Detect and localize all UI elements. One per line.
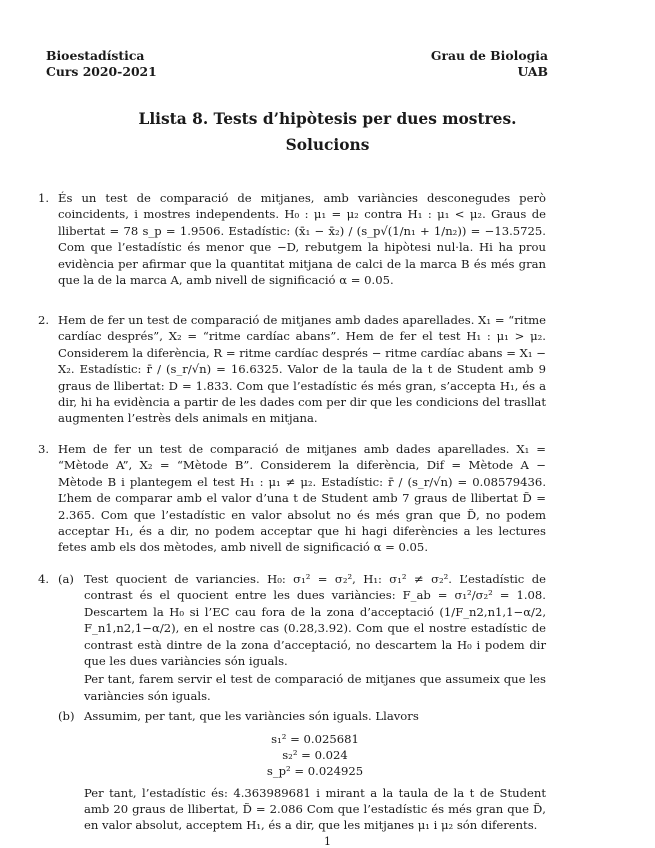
exercise-text: Hem de fer un test de comparació de mitjanes amb dades aparellades. X₁ = “ritme cardíac després”, X₂ = “ritme cardíac abans”. Hem de fer el test H₁ : μ₁ > μ₂. Considerem la diferència, R = ritme cardíac després − ritme cardíac abans = X₁ − X₂. Estadístic: r̄ / (s_r/√n) = 16.6325. Valor de la taula de la t de Student amb 9 graus de llibertat: D = 1.833. Com que l’estadístic és més gran, s’accepta H₁, és a dir, hi ha evidència a partir de les dades com per dir que les condicions del trasllat augmenten l’estrès dels animals en mitjana. bbox=[58, 313, 546, 426]
course-name: Bioestadística bbox=[46, 48, 145, 63]
exercise-number: 3. bbox=[38, 442, 50, 456]
university: UAB bbox=[517, 64, 548, 79]
exercise-number: 2. bbox=[38, 313, 50, 327]
header-left bbox=[46, 48, 157, 80]
part-a-label: (a) bbox=[58, 572, 74, 586]
part-b bbox=[58, 708, 546, 834]
part-b-label: (b) bbox=[58, 709, 75, 724]
subtitle-line: Solucions bbox=[285, 136, 370, 154]
exercise-4 bbox=[38, 571, 546, 834]
part-a-conclusion: Per tant, farem servir el test de comparació de mitjanes que assumeix que les variàncies són iguals. bbox=[84, 672, 546, 703]
document-title bbox=[0, 106, 655, 158]
exercise-number: 1. bbox=[38, 191, 50, 205]
variance-equations bbox=[84, 731, 546, 779]
part-a-text: Test quocient de variancies. H₀: σ₁² = σ₂², H₁: σ₁² ≠ σ₂². L’estadístic de contrast és el quocient entre les dues variàncies: F_ab = σ₁²/σ₂² = 1.08. Descartem la H₀ si l’EC cau fora de la zona d’acceptació (1/F_n2,n1,1−α/2, F_n1,n2,1−α/2), en el nostre cas (0.28,3.92). Com que el nostre estadístic de contrast està dintre de la zona d’acceptació, no descartem la H₀ i podem dir que les dues variàncies són iguals. bbox=[84, 572, 546, 669]
exercise-text: És un test de comparació de mitjanes, amb variàncies desconegudes però coincidents, i mostres independents. H₀ : μ₁ = μ₂ contra H₁ : μ₁ < μ₂. Graus de llibertat = 78 s_p = 1.9506. Estadístic: (x̄₁ − x̄₂) / (s_p√(1/n₁ + 1/n₂)) = −13.5725. Com que l’estadístic és menor que −D, rebutgem la hipòtesi nul·la. Hi ha prou evidència per afirmar que la quantitat mitjana de calci de la marca B és més gran que la de la marca A, amb nivell de significació α = 0.05. bbox=[58, 191, 546, 288]
header-right bbox=[431, 48, 548, 80]
equation-s1: s₁² = 0.025681 bbox=[271, 731, 359, 746]
part-b-intro: Assumim, per tant, que les variàncies són iguals. Llavors bbox=[84, 709, 419, 724]
title-line: Llista 8. Tests d’hipòtesis per dues mostres. bbox=[138, 110, 517, 128]
page-number: 1 bbox=[324, 835, 331, 848]
exercise-3 bbox=[38, 441, 546, 556]
exercise-text: Hem de fer un test de comparació de mitjanes amb dades aparellades. X₁ = “Mètode A”, X₂ = “Mètode B”. Considerem la diferència, Dif = Mètode A − Mètode B i plantegem el test H₁ : μ₁ ≠ μ₂. Estadístic: r̄ / (s_r/√n) = 0.08579436. L’hem de comparar amb el valor d’una t de Student amb 7 graus de llibertat D̃ = 2.365. Com que l’estadístic en valor absolut no és més gran que D̃, no podem acceptar H₁, és a dir, no podem acceptar que hi hagi diferències a les lectures fetes amb els dos mètodes, amb nivell de significació α = 0.05. bbox=[58, 442, 546, 555]
exercise-2 bbox=[38, 312, 546, 427]
exercise-1 bbox=[38, 190, 546, 288]
degree-name: Grau de Biologia bbox=[430, 48, 548, 63]
course-year: Curs 2020-2021 bbox=[46, 64, 157, 79]
exercise-number: 4. bbox=[38, 572, 50, 586]
equation-s2: s₂² = 0.024 bbox=[282, 747, 348, 762]
part-a bbox=[58, 571, 546, 704]
equation-sp: s_p² = 0.024925 bbox=[266, 763, 364, 778]
part-b-text: Per tant, l’estadístic és: 4.363989681 i mirant a la taula de la t de Student amb 20 graus de llibertat, D̃ = 2.086 Com que l’estadístic és més gran que D̃, en valor absolut, acceptem H₁, és a dir, que les mitjanes μ₁ i μ₂ són diferents. bbox=[84, 785, 546, 833]
